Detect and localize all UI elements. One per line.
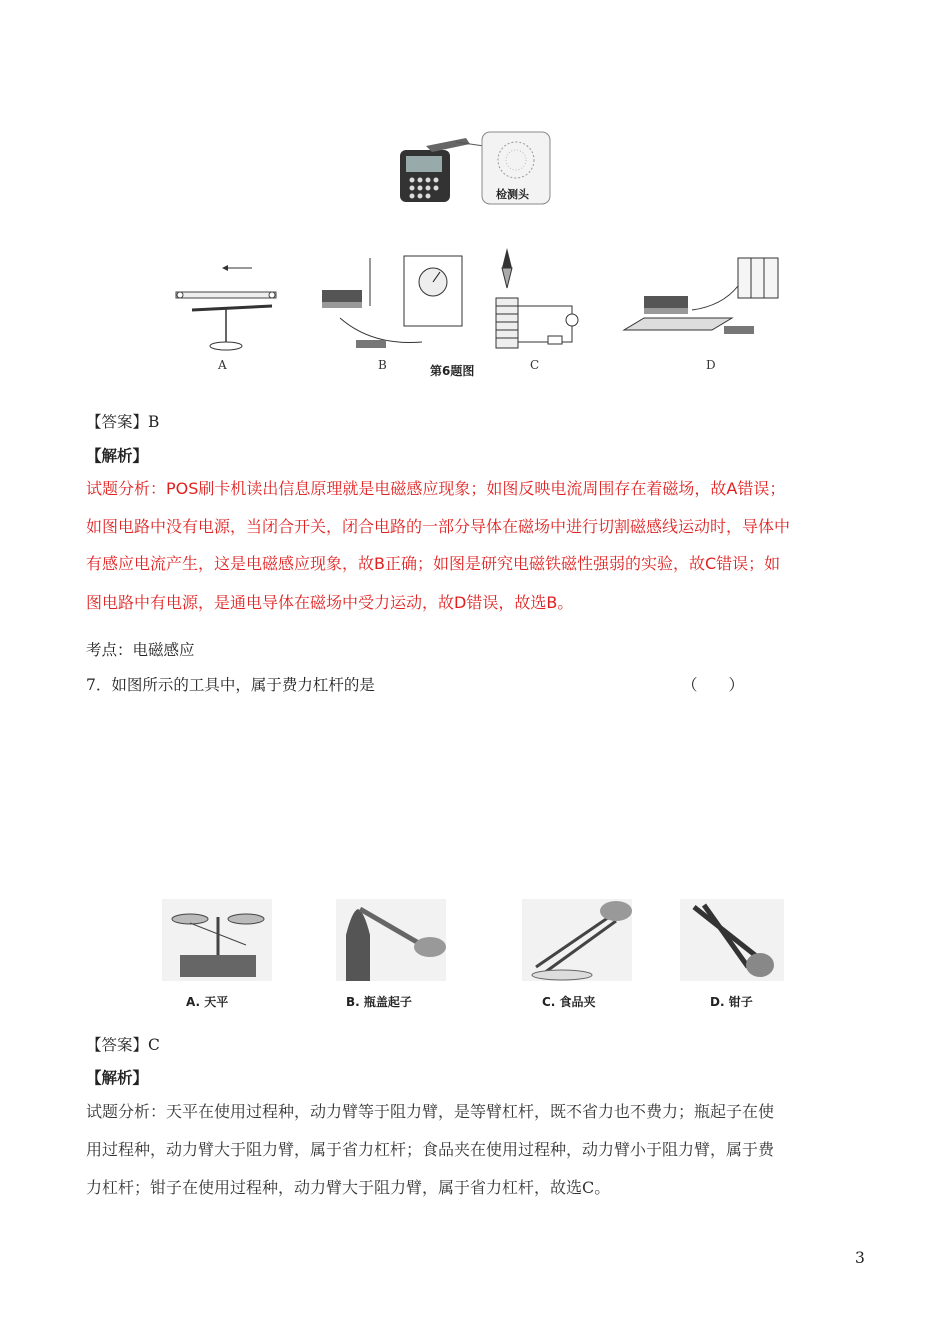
q7-answer: 【答案】C (86, 1036, 160, 1054)
q7-question: 7．如图所示的工具中，属于费力杠杆的是 (86, 676, 375, 694)
tool-label-bottle-opener: B. 瓶盖起子 (346, 995, 412, 1009)
figure-caption: 第6题图 (430, 364, 475, 378)
q7-analysis-heading: 【解析】 (86, 1068, 149, 1087)
q6-kaodian: 考点：电磁感应 (86, 641, 195, 659)
option-label-c: C (530, 358, 540, 372)
q7-analysis-line: 力杠杆；钳子在使用过程种，动力臂大于阻力臂，属于省力杠杆，故选C。 (86, 1178, 611, 1197)
tool-label-pliers: D. 钳子 (710, 995, 753, 1009)
q7-bracket: （ ） (682, 676, 745, 694)
q6-figure (172, 246, 782, 384)
option-label-d: D (706, 358, 716, 372)
q6-analysis-line: 有感应电流产生，这是电磁感应现象，故B正确；如图是研究电磁铁磁性强弱的实验，故C错误；如 (86, 554, 781, 573)
option-label-b: B (378, 358, 387, 372)
q7-tools-figure (160, 895, 800, 1013)
page-number: 3 (855, 1249, 865, 1267)
tool-label-food-tongs: C. 食品夹 (542, 995, 596, 1009)
q6-analysis-line: 如图电路中没有电源，当闭合开关，闭合电路的一部分导体在磁场中进行切割磁感线运动时，导体中 (86, 517, 791, 536)
q6-analysis-heading: 【解析】 (86, 446, 149, 465)
q7-analysis-line: 试题分析：天平在使用过程种，动力臂等于阻力臂，是等臂杠杆，既不省力也不费力；瓶起子在使 (86, 1102, 775, 1121)
q6-analysis-line: 试题分析：POS刷卡机读出信息原理就是电磁感应现象；如图反映电流周围存在着磁场，故A错误； (86, 479, 786, 498)
option-label-a: A (218, 358, 227, 372)
pos-machine-figure (396, 128, 556, 208)
q6-analysis-line: 图电路中有电源，是通电导体在磁场中受力运动，故D错误，故选B。 (86, 593, 574, 612)
q7-analysis-line: 用过程种，动力臂大于阻力臂，属于省力杠杆；食品夹在使用过程种，动力臂小于阻力臂，属于费 (86, 1140, 775, 1159)
pos-caption: 检测头 (496, 188, 529, 201)
tool-label-balance: A. 天平 (186, 995, 229, 1009)
q6-answer: 【答案】B (86, 413, 160, 431)
